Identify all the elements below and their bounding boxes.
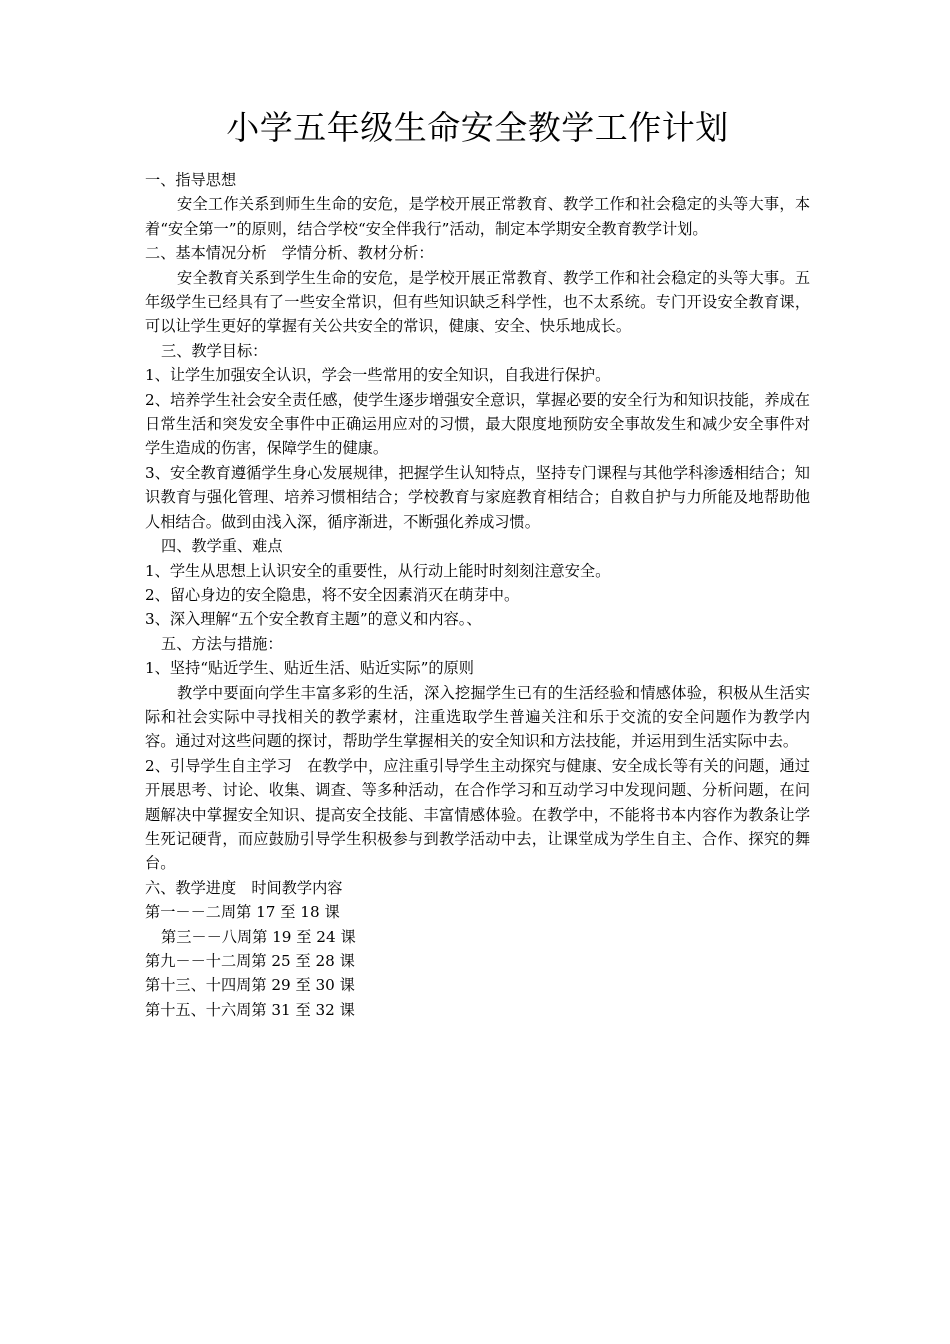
- key-point-item-3: 3、深入理解“五个安全教育主题”的意义和内容。、: [145, 610, 482, 629]
- section-heading-schedule: 六、教学进度 时间教学内容: [145, 878, 343, 897]
- paragraph-method-1: 教学中要面向学生丰富多彩的生活，深入挖掘学生已有的生活经验和情感体验，积极从生活实际和社会实际中寻找相关的教学素材，注重选取学生普遍关注和乐于交流的安全问题作为教学内容。通过对这些问题的探讨，帮助学生掌握相关的安全知识和方法技能，并运用到生活实际中去。: [145, 683, 810, 751]
- key-point-item-2: 2、留心身边的安全隐患，将不安全因素消灭在萌芽中。: [145, 585, 520, 604]
- document-title: 小学五年级生命安全教学工作计划: [226, 108, 729, 147]
- section-heading-teaching-goals: 三、教学目标：: [161, 341, 268, 360]
- section-heading-key-points: 四、教学重、难点: [161, 537, 283, 556]
- schedule-item: 第十五、十六周第 31 至 32 课: [145, 1000, 355, 1019]
- schedule-item: 第十三、十四周第 29 至 30 课: [145, 976, 355, 995]
- section-heading-situation-analysis: 二、基本情况分析 学情分析、教材分析：: [145, 244, 434, 263]
- schedule-item: 第一－－二周第 17 至 18 课: [145, 903, 340, 922]
- schedule-item: 第九－－十二周第 25 至 28 课: [145, 952, 355, 970]
- method-item-2: 2、引导学生自主学习 在教学中，应注重引导学生主动探究与健康、安全成长等有关的问题，通过开展思考、讨论、收集、调查、等多种活动，在合作学习和互动学习中发现问题、分析问题，在问题解决中掌握安全知识、提高安全技能、丰富情感体验。在教学中，不能将书本内容作为教条让学生死记硬背，而应鼓励引导学生积极参与到教学活动中去，让课堂成为学生自主、合作、探究的舞台。: [145, 756, 810, 873]
- schedule-item: 第三－－八周第 19 至 24 课: [161, 927, 356, 946]
- paragraph-situation-analysis: 安全教育关系到学生生命的安危，是学校开展正常教育、教学工作和社会稳定的头等大事。五年级学生已经具有了一些安全常识，但有些知识缺乏科学性，也不太系统。专门开设安全教育课，可以让学生更好的掌握有关公共安全的常识，健康、安全、快乐地成长。: [145, 268, 810, 336]
- section-heading-methods: 五、方法与措施：: [161, 634, 283, 653]
- method-item-1: 1、坚持“贴近学生、贴近生活、贴近实际”的原则: [145, 659, 474, 678]
- goal-item-2: 2、培养学生社会安全责任感，使学生逐步增强安全意识，掌握必要的安全行为和知识技能，养成在日常生活和突发安全事件中正确运用应对的习惯，最大限度地预防安全事故发生和减少安全事件对学生造成的伤害，保障学生的健康。: [145, 390, 810, 458]
- key-point-item-1: 1、学生从思想上认识安全的重要性，从行动上能时时刻刻注意安全。: [145, 561, 611, 580]
- goal-item-1: 1、让学生加强安全认识，学会一些常用的安全知识，自我进行保护。: [145, 366, 611, 385]
- section-heading-guiding-ideology: 一、指导思想: [145, 171, 237, 189]
- document-page: [145, 0, 810, 1022]
- paragraph-guiding-ideology: 安全工作关系到师生生命的安危，是学校开展正常教育、教学工作和社会稳定的头等大事，本着“安全第一”的原则，结合学校“安全伴我行”活动，制定本学期安全教育教学计划。: [145, 195, 810, 238]
- goal-item-3: 3、安全教育遵循学生身心发展规律，把握学生认知特点，坚持专门课程与其他学科渗透相结合；知识教育与强化管理、培养习惯相结合；学校教育与家庭教育相结合；自救自护与力所能及地帮助他人相结合。做到由浅入深，循序渐进，不断强化养成习惯。: [145, 463, 810, 531]
- document-body: [145, 168, 810, 1022]
